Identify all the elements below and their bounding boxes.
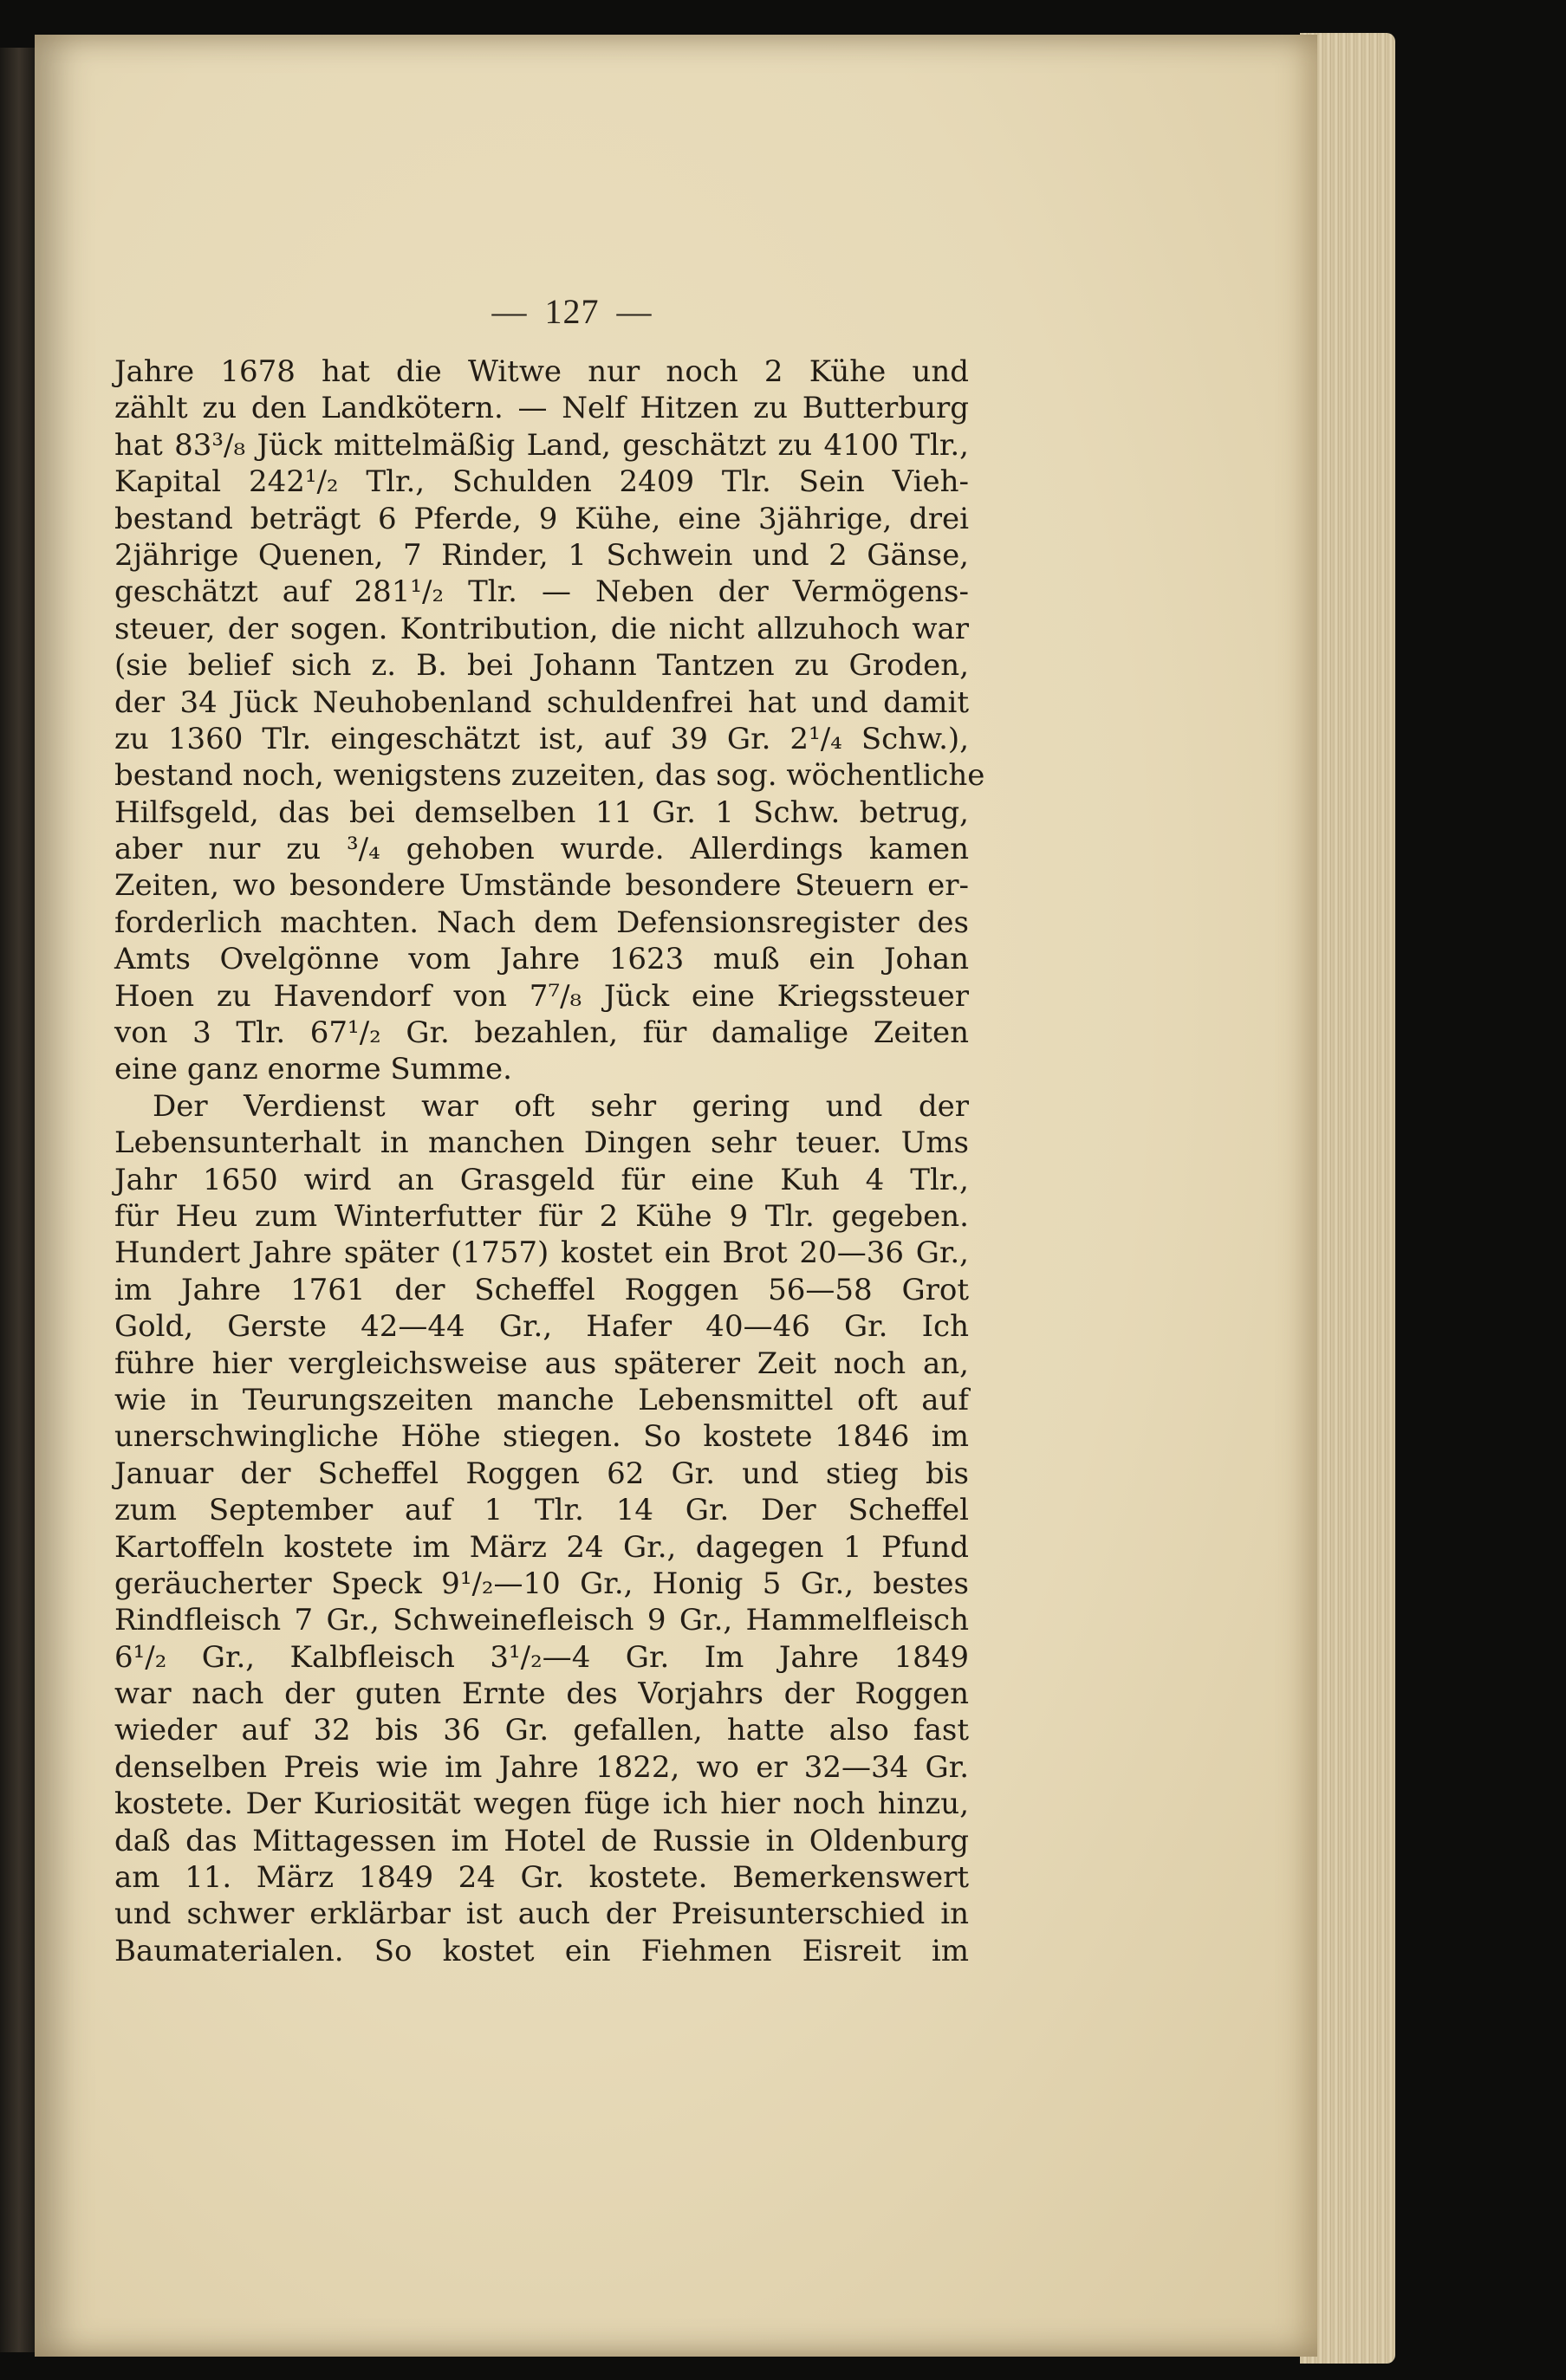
text-line: forderlich machten. Nach dem Defensionsregister des (114, 905, 969, 940)
paragraph-first-line: Der Verdienst war oft sehr gering und der (153, 1088, 969, 1124)
text-line: Lebensunterhalt in manchen Dingen sehr teuer. Ums (114, 1125, 969, 1161)
text-line: unerschwingliche Höhe stiegen. So kostete 1846 im (114, 1419, 969, 1455)
text-line: aber nur zu ³/₄ gehoben wurde. Allerdings kamen (114, 832, 969, 867)
text-line: Hilfsgeld, das bei demselben 11 Gr. 1 Schw. betrug, (114, 794, 969, 830)
header-dash-left: — (491, 292, 528, 331)
text-line: zu 1360 Tlr. eingeschätzt ist, auf 39 Gr. 2¹/₄ Schw.), (114, 721, 969, 756)
text-line: Hundert Jahre später (1757) kostet ein Brot 20—36 Gr., (114, 1235, 969, 1271)
text-line: Rindfleisch 7 Gr., Schweinefleisch 9 Gr., Hammelfleisch (114, 1603, 969, 1638)
text-line: am 11. März 1849 24 Gr. kostete. Bemerkenswert (114, 1860, 969, 1896)
book-page (35, 35, 1317, 2357)
text-line: Kapital 242¹/₂ Tlr., Schulden 2409 Tlr. Sein Vieh- (114, 464, 969, 500)
header-dash-right: — (616, 292, 653, 331)
text-line: daß das Mittagessen im Hotel de Russie in Oldenburg (114, 1823, 969, 1858)
text-line: Amts Ovelgönne vom Jahre 1623 muß ein Johan (114, 942, 969, 977)
facing-page-edge (0, 48, 35, 2352)
text-line: von 3 Tlr. 67¹/₂ Gr. bezahlen, für damalige Zeiten (114, 1015, 969, 1051)
text-line: Hoen zu Havendorf von 7⁷/₈ Jück eine Kriegssteuer (114, 978, 969, 1014)
text-line: kostete. Der Kuriosität wegen füge ich hier noch hinzu, (114, 1787, 969, 1822)
text-line: der 34 Jück Neuhobenland schuldenfrei hat und damit (114, 684, 969, 720)
text-line: Januar der Scheffel Roggen 62 Gr. und stieg bis (114, 1456, 969, 1491)
text-line: Jahre 1678 hat die Witwe nur noch 2 Kühe und (114, 354, 969, 389)
text-line: Jahr 1650 wird an Grasgeld für eine Kuh 4 Tlr., (114, 1162, 969, 1197)
text-line: war nach der guten Ernte des Vorjahrs der Roggen (114, 1676, 969, 1712)
body-text (114, 353, 985, 1969)
text-line: 2jährige Quenen, 7 Rinder, 1 Schwein und 2 Gänse, (114, 537, 969, 573)
text-line: steuer, der sogen. Kontribution, die nicht allzuhoch war (114, 611, 969, 646)
text-line: zum September auf 1 Tlr. 14 Gr. Der Scheffel (114, 1493, 969, 1528)
text-line: bestand noch, wenigstens zuzeiten, das sog. wöchentliche (114, 758, 985, 794)
text-line: wie in Teurungszeiten manche Lebensmittel oft auf (114, 1382, 969, 1417)
text-line: denselben Preis wie im Jahre 1822, wo er 32—34 Gr. (114, 1749, 969, 1785)
text-line: geschätzt auf 281¹/₂ Tlr. — Neben der Vermögens- (114, 574, 969, 610)
text-line: für Heu zum Winterfutter für 2 Kühe 9 Tlr. gegeben. (114, 1198, 969, 1234)
text-line: führe hier vergleichsweise aus späterer Zeit noch an, (114, 1346, 969, 1381)
text-line: zählt zu den Landkötern. — Nelf Hitzen zu Butterburg (114, 391, 969, 426)
text-line: Gold, Gerste 42—44 Gr., Hafer 40—46 Gr. Ich (114, 1309, 969, 1345)
text-line: Zeiten, wo besondere Umstände besondere Steuern er- (114, 868, 969, 904)
text-line: hat 83³/₈ Jück mittelmäßig Land, geschätzt zu 4100 Tlr., (114, 427, 969, 463)
text-line: bestand beträgt 6 Pferde, 9 Kühe, eine 3jährige, drei (114, 501, 969, 536)
text-line: eine ganz enorme Summe. (114, 1052, 512, 1087)
page-number-header (442, 291, 702, 332)
text-line: wieder auf 32 bis 36 Gr. gefallen, hatte also fast (114, 1713, 969, 1748)
text-line: (sie belief sich z. B. bei Johann Tantzen zu Groden, (114, 648, 969, 684)
page-number: 127 (544, 292, 600, 331)
text-line: Baumaterialen. So kostet ein Fiehmen Eisreit im (114, 1933, 969, 1968)
text-line: 6¹/₂ Gr., Kalbfleisch 3¹/₂—4 Gr. Im Jahre 1849 (114, 1639, 969, 1675)
text-line: Kartoffeln kostete im März 24 Gr., dagegen 1 Pfund (114, 1529, 969, 1565)
text-line: geräucherter Speck 9¹/₂—10 Gr., Honig 5 Gr., bestes (114, 1566, 969, 1601)
text-line: und schwer erklärbar ist auch der Preisunterschied in (114, 1897, 969, 1932)
text-line: im Jahre 1761 der Scheffel Roggen 56—58 Grot (114, 1272, 969, 1307)
